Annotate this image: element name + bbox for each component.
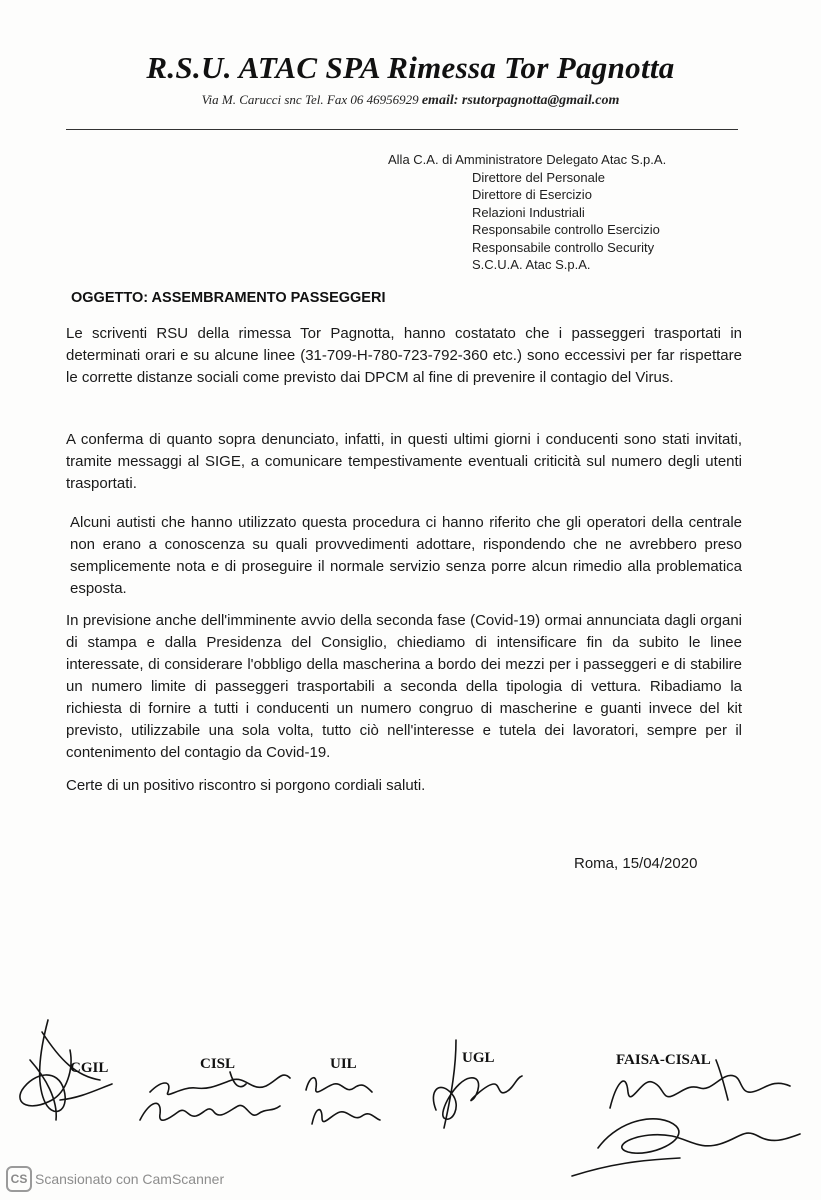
recipient-line: Responsabile controllo Security: [472, 239, 655, 255]
letterhead-contacts: [0, 92, 821, 109]
header-divider: [66, 129, 738, 130]
recipient-line: Relazioni Industriali: [472, 204, 585, 220]
letterhead-title: R.S.U. ATAC SPA Rimessa Tor Pagnotta: [146, 50, 675, 85]
recipient-line: Direttore di Esercizio: [472, 187, 592, 202]
signatory-label: CGIL: [70, 1060, 109, 1076]
recipient-line: Direttore del Personale: [472, 169, 605, 185]
signatory-label: CISL: [200, 1056, 236, 1072]
signatory-label: FAISA-CISAL: [616, 1052, 711, 1068]
signatory-label: UGL: [462, 1050, 495, 1066]
camscanner-logo-icon: CS: [6, 1166, 32, 1192]
letterhead-email: email: rsutorpagnotta@gmail.com: [421, 93, 620, 108]
camscanner-watermark: [0, 1162, 260, 1196]
letterhead-address: Via M. Carucci snc Tel. Fax 06 46956929: [201, 92, 422, 107]
letter-date: Roma, 15/04/2020: [574, 855, 698, 872]
body-paragraph: A conferma di quanto sopra denunciato, infatti, in questi ultimi giorni i conducenti sono stati invitati, tramite messaggi al SIGE, a comunicare tempestivamente eventuali criticità sul numero degli utenti trasportati.: [66, 431, 742, 492]
cisl-signature-stroke-2: [140, 1103, 280, 1120]
faisa-signature-stroke-2: [572, 1119, 800, 1176]
body-paragraph: In previsione anche dell'imminente avvio della seconda fase (Covid-19) ormai annunciata dagli organi di stampa e dalla Presidenza del Consiglio, chiediamo di intensificare fin da subito le linee interessate, di considerare l'obbligo della mascherina a bordo dei mezzi per i passeggeri e di stabilire un numero limite di passeggeri trasportabili a seconda della tipologia di vettura. Ribadiamo la richiesta di fornire a tutti i conducenti un numero congruo di mascherine e guanti invece del kit previsto, utilizzabile una sola volta, tutto ciò nell'interesse e tutela dei lavoratori, sempre per il contenimento del contagio da Covid-19.: [66, 612, 742, 761]
camscanner-label: Scansionato con CamScanner: [35, 1171, 225, 1187]
uil-signature-stroke: [306, 1078, 372, 1092]
cisl-signature-stroke: [150, 1072, 290, 1094]
uil-signature-stroke-2: [312, 1110, 380, 1124]
letter-subject: OGGETTO: ASSEMBRAMENTO PASSEGGERI: [71, 290, 386, 306]
recipients-block: [388, 151, 666, 274]
recipient-line: S.C.U.A. Atac S.p.A.: [472, 257, 591, 272]
closing-paragraph: Certe di un positivo riscontro si porgono cordiali saluti.: [66, 777, 426, 794]
signatory-label: UIL: [330, 1056, 357, 1072]
body-paragraph: Alcuni autisti che hanno utilizzato questa procedura ci hanno riferito che gli operatori della centrale non erano a conoscenza su quali provvedimenti adottare, rispondendo che ne avrebbero preso semplicemente nota e di proseguire il normale servizio senza porre alcun rimedio alla problematica esposta.: [70, 514, 742, 597]
recipient-line: Responsabile controllo Esercizio: [472, 222, 660, 237]
recipient-line: Alla C.A. di Amministratore Delegato Atac S.p.A.: [388, 152, 667, 167]
body-paragraph: Le scriventi RSU della rimessa Tor Pagnotta, hanno costatato che i passeggeri trasportati in determinati orari e su alcune linee (31-709-H-780-723-792-360 etc.) sono eccessivi per far rispettare le corrette distanze sociali come previsto dai DPCM al fine di prevenire il contagio del Virus.: [66, 325, 742, 386]
